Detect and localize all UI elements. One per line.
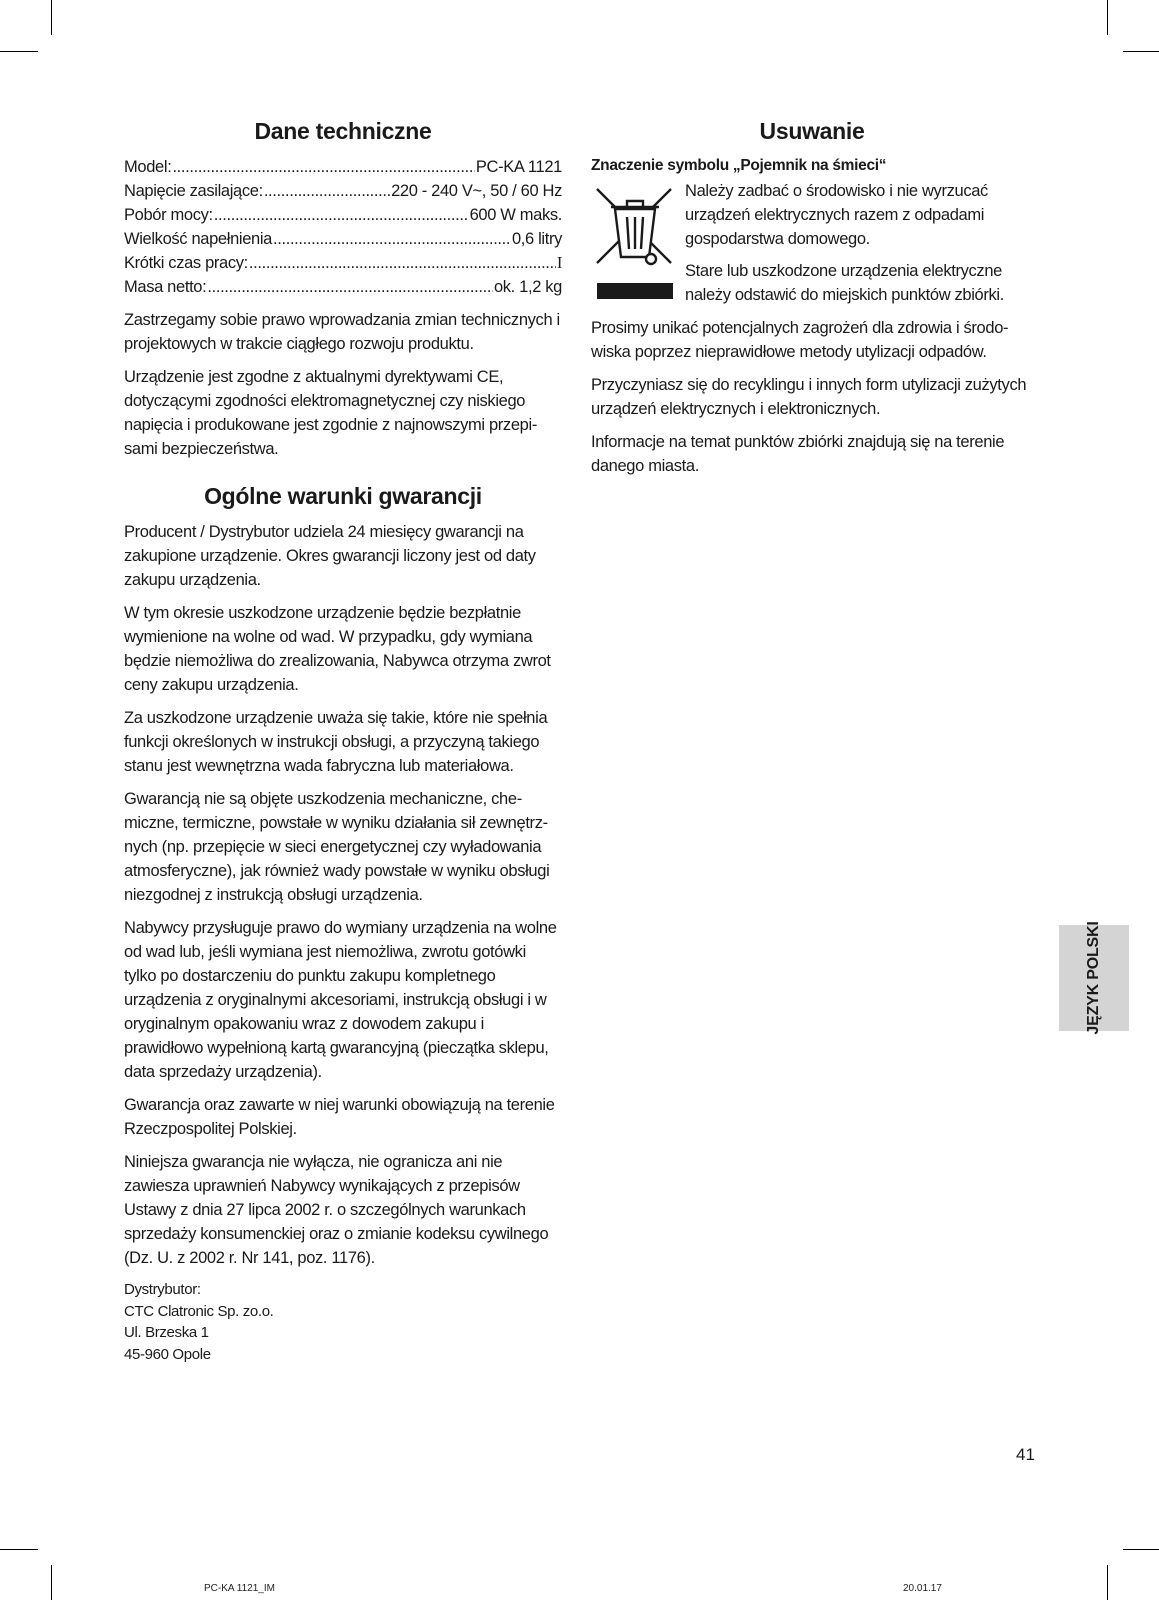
crop-mark [51,0,52,35]
footer-date: 20.01.17 [903,1583,942,1594]
warranty-paragraph: Nabywcy przysługuje prawo do wymiany urządzenia na wolne od wad lub, jeśli wymiana jest niemożliwa, zwrotu gotówki tylko po dostarczeniu do punktu zakupu kompletnego urządzenia z oryginalnymi akcesoriami, instrukcją obsługi i w oryginalnym opakowaniu wraz z dowodem zakupu i prawidłowo wypełnioną kartą gwarancyjną (pieczątka sklepu, data sprzedaży urządzenia). [124,919,557,1081]
leader-dots [249,251,556,275]
spec-value: PC-KA 1121 [475,158,562,176]
language-tab-label: JĘZYK POLSKI [1085,921,1102,1035]
crop-mark [51,1565,52,1600]
leader-dots [207,275,493,299]
crop-mark [1107,0,1108,35]
spec-label: Pobór mocy: [124,206,213,224]
spec-row [124,251,562,275]
left-column [124,118,562,1365]
disposal-paragraph: Przyczyniasz się do recyklingu i innych form utylizacji zużytych urządzeń elektrycznych i elektronicznych. [591,376,1027,418]
crop-mark [1123,51,1159,52]
spec-label: Masa netto: [124,278,207,296]
warranty-paragraph: W tym okresie uszkodzone urządzenie będzie bezpłatnie wymienione na wolne od wad. W przypadku, gdy wymiana będzie niemożliwa do zrealizowania, Nabywca otrzyma zwrot ceny zakupu urządzenia. [124,604,551,694]
spec-label: Model: [124,158,172,176]
specs-paragraph: Urządzenie jest zgodne z aktualnymi dyrektywami CE, dotyczącymi zgodności elektromagnetycznej czy niskiego napięcia i produkowane jest zgodnie z najnowszymi przepisami bezpieczeństwa. [124,368,538,458]
symbol-block [591,179,1027,316]
symbol-heading: Znaczenie symbolu „Pojemnik na śmieci“ [591,157,887,174]
spec-row [124,155,562,179]
spec-value: 0,6 litry [511,230,562,248]
crop-mark [1107,1565,1108,1600]
spec-label: Krótki czas pracy: [124,254,248,272]
leader-dots [172,155,474,179]
disposal-title: Usuwanie [759,118,865,144]
distributor-address [124,1279,562,1365]
distributor-line: CTC Clatronic Sp. zo.o. [124,1302,274,1320]
disposal-paragraph: Prosimy unikać potencjalnych zagrożeń dla zdrowia i środowiska poprzez nieprawidłowe metody utylizacji odpadów. [591,319,1009,361]
spec-row [124,227,562,251]
specs-list [124,155,562,299]
page-number: 41 [1016,1445,1035,1464]
distributor-line: 45-960 Opole [124,1345,211,1363]
crop-mark [1123,1549,1159,1550]
warranty-paragraph: Niniejsza gwarancja nie wyłącza, nie ogranicza ani nie zawiesza uprawnień Nabywcy wynikających z przepisów Ustawy z dnia 27 lipca 2002 r. o szczególnych warunkach sprzedaży konsumenckiej oraz o zmianie kodeksu cywilnego (Dz. U. z 2002 r. Nr 141, poz. 1176). [124,1153,549,1267]
spec-label: Napięcie zasilające: [124,182,263,200]
spec-row [124,275,562,299]
warranty-paragraph: Gwarancja oraz zawarte w niej warunki obowiązują na terenie Rzeczpospolitej Polskiej. [124,1096,555,1138]
warranty-paragraph: Za uszkodzone urządzenie uważa się takie, które nie spełnia funkcji określonych w instrukcji obsługi, a przyczyną takiego stanu jest wewnętrzna wada fabryczna lub materiałowa. [124,709,548,775]
distributor-line: Dystrybutor: [124,1281,201,1298]
leader-dots [264,179,390,203]
spec-label: Wielkość napełnienia [124,230,273,248]
warranty-paragraph: Producent / Dystrybutor udziela 24 miesięcy gwarancji na zakupione urządzenie. Okres gwarancji liczony jest od daty zakupu urządzenia. [124,523,536,589]
specs-title: Dane techniczne [254,118,432,144]
footer-file-id: PC-KA 1121_IM [204,1583,275,1594]
symbol-paragraph: Stare lub uszkodzone urządzenia elektryczne należy odstawić do miejskich punktów zbiórki. [685,262,1004,304]
symbol-text [685,179,1027,316]
disposal-paragraph: Informacje na temat punktów zbiórki znajdują się na terenie danego miasta. [591,433,1005,475]
right-column [591,118,1027,487]
spec-value: ok. 1,2 kg [493,278,562,296]
spec-row [124,203,562,227]
leader-dots [273,227,511,251]
crop-mark [0,51,38,52]
language-tab [1059,921,1129,1035]
specs-paragraph: Zastrzegamy sobie prawo wprowadzania zmian technicznych i projektowych w trakcie ciągłego rozwoju produktu. [124,311,560,353]
distributor-line: Ul. Brzeska 1 [124,1324,209,1341]
spec-value: 220 - 240 V~, 50 / 60 Hz [391,182,562,200]
warranty-title: Ogólne warunki gwarancji [204,483,482,509]
crop-mark [0,1549,38,1550]
spec-value: I [556,253,562,272]
symbol-paragraph: Należy zadbać o środowisko i nie wyrzucać urządzeń elektrycznych razem z odpadami gospodarstwa domowego. [685,182,988,248]
spec-row [124,179,562,203]
spec-value: 600 W maks. [469,206,562,224]
warranty-paragraph: Gwarancją nie są objęte uszkodzenia mechaniczne, chemiczne, termiczne, powstałe w wyniku działania sił zewnętrznych (np. przepięcie w sieci energetycznej czy wyładowania atmosferyczne), jak również wady powstałe w wyniku obsługi niezgodnej z instrukcją obsługi urządzenia. [124,790,550,904]
crossed-bin-icon [591,179,679,311]
leader-dots [214,203,469,227]
